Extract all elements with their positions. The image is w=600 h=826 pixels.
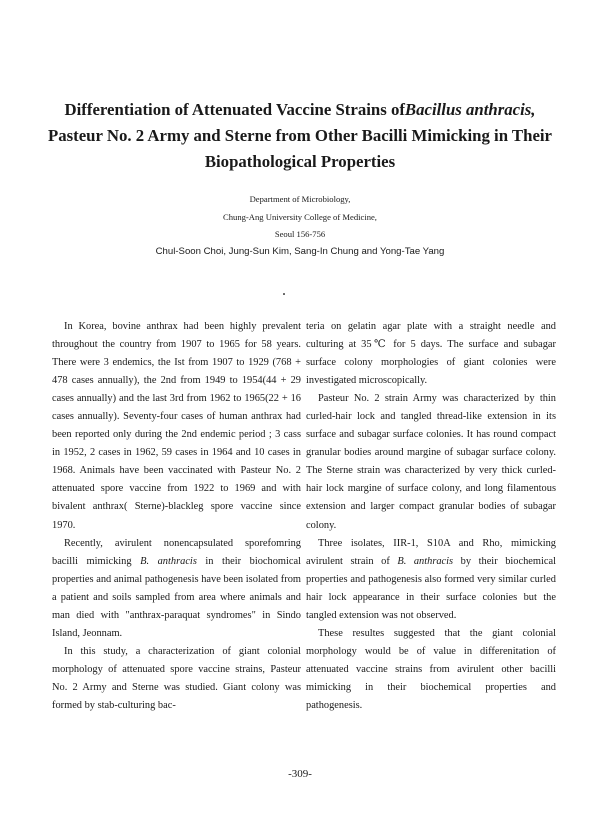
species-name: B. anthracis (140, 555, 197, 567)
left-column (52, 318, 301, 715)
title-line-1: Differentiation of Attenuated Vaccine Strains ofBacillus anthracis, (64, 100, 536, 119)
page-number: -309- (288, 768, 312, 780)
paragraph: teria on gelatin agar plate with a straight needle and culturing at 35℃ for 5 days. The surface and subagar surface colony morphologies of giant colonies were investigated microscopically. (306, 321, 556, 387)
paragraph: In Korea, bovine anthrax had been highly prevalent throughout the country from 1907 to 1965 for 58 years. There were 3 endemics, the Ist from 1907 to 1929 (768 + 478 cases annually), the 2nd from 1949 to 1954(44 + 29 cases annually) and the last 3rd from 1962 to 1965(22 + 16 cases annually). Seventy-four cases of human anthrax had been reported only during the 2nd endemic period ; 3 cass in 1952, 2 cases in 1962, 59 cases in 1964 and 10 cases in 1968. Animals have been vaccinated with Pasteur No. 2 attenuated spore vaccine from 1922 to 1969 and with bivalent anthrax( Sterne)-blackleg spore vaccine since 1970. (52, 321, 301, 531)
paragraph: Pasteur No. 2 strain Army was characterized by thin curled-hair lock and tangled thread-like extension in its surface and subagar surface colonies. It has round compact granular bodies around margine of subagar surface colony. The Sterne strain was characterized by very thick curled-hair lock margine of surface colony, and long filamentous extension and larger compact granular bodies of subagar colony. (306, 393, 556, 531)
title-line-2: Pasteur No. 2 Army and Sterne from Other Bacilli Mimicking in Their (47, 126, 553, 145)
species-name: B. anthracis (397, 555, 454, 567)
department: Department of Microbiology, (249, 194, 351, 204)
affiliation (100, 191, 500, 244)
paragraph: Recently, avirulent nonencapsulated sporefomring bacilli mimicking B. anthracis in their biochomical properties and animal pathogenesis have been isolated from a patient and soils sampled from area where animals and man died with "anthrax-paraquat syndromes" in Sindo Island, Jeonnam. (52, 537, 302, 639)
paragraph: In this study, a characterization of giant colonial morphology of attenuated spore vaccine strains, Pasteur No. 2 Army and Sterne was studied. Giant colony was formed by stab-culturing bac- (52, 645, 301, 711)
city: Seoul 156-756 (274, 229, 326, 239)
paragraph: Three isolates, IIR-1, S10A and Rho, mimicking avirulent strain of B. anthracis by their biochemical properties and pathogenesis also formed very similar curled hair lock appearance in their surface colonies but the tangled extension was not observed. (306, 537, 556, 621)
title-line-3: Biopathological Properties (204, 152, 396, 171)
institution: Chung-Ang University College of Medicine, (223, 211, 377, 222)
species-name: Bacillus anthracis, (404, 100, 536, 119)
scan-speck (283, 293, 285, 295)
author-list: Chul-Soon Choi, Jung-Sun Kim, Sang-In Chung and Yong-Tae Yang (155, 246, 445, 257)
paragraph: These resultes suggested that the giant colonial morphology would be of value in differenitation of attenuated vaccine strains from avirulent other bacilli mimicking in their biochemical properties and pathogenesis. (306, 627, 556, 711)
paper-title (40, 97, 560, 175)
right-column (306, 318, 556, 715)
